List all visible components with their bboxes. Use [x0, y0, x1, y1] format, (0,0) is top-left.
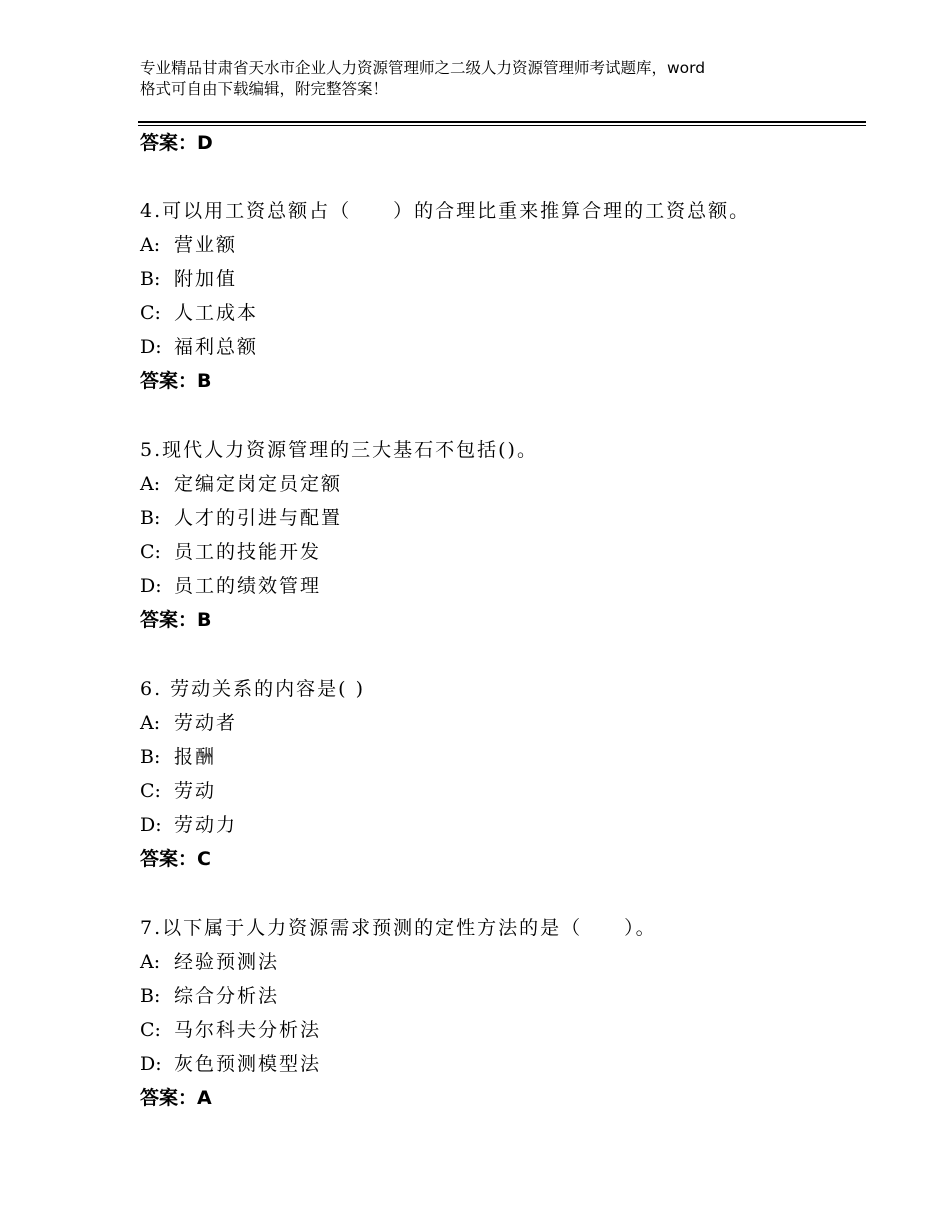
option-letter: D:: [140, 336, 162, 358]
option-b: [140, 506, 880, 530]
option-a: [140, 950, 880, 974]
option-a: [140, 472, 880, 496]
option-a: [140, 711, 880, 735]
option-letter: B:: [140, 507, 161, 529]
option-b: [140, 267, 880, 291]
previous-answer: 答案：D: [140, 132, 213, 154]
option-letter: A:: [140, 473, 161, 495]
question-7: [140, 916, 880, 1110]
option-letter: B:: [140, 746, 161, 768]
option-c: [140, 540, 880, 564]
option-letter: A:: [140, 234, 161, 256]
option-letter: B:: [140, 985, 161, 1007]
option-a: [140, 233, 880, 257]
question-6: [140, 677, 880, 871]
option-text: 劳动者: [174, 712, 238, 734]
header-line-1: 专业精品甘肃省天水市企业人力资源管理师之二级人力资源管理师考试题库，word: [140, 59, 706, 77]
option-text: 定编定岗定员定额: [174, 473, 343, 495]
option-c: [140, 1018, 880, 1042]
option-text: 综合分析法: [174, 985, 280, 1007]
option-b: [140, 984, 880, 1008]
option-letter: C:: [140, 302, 161, 324]
option-d: [140, 574, 880, 598]
option-letter: D:: [140, 814, 162, 836]
option-text: 员工的技能开发: [174, 541, 322, 563]
option-c: [140, 779, 880, 803]
question-stem: 6. 劳动关系的内容是( ): [140, 678, 366, 700]
option-c: [140, 301, 880, 325]
option-letter: C:: [140, 541, 161, 563]
option-text: 报酬: [174, 746, 217, 768]
question-answer: 答案：B: [140, 609, 212, 631]
question-answer: 答案：B: [140, 370, 212, 392]
option-text: 营业额: [174, 234, 238, 256]
option-text: 附加值: [174, 268, 238, 290]
header-rule-thick: [138, 121, 866, 123]
option-letter: C:: [140, 1019, 161, 1041]
option-text: 人工成本: [174, 302, 259, 324]
header-line-2: 格式可自由下载编辑，附完整答案！: [140, 80, 389, 98]
option-d: [140, 813, 880, 837]
option-text: 劳动: [174, 780, 217, 802]
question-5: [140, 438, 880, 632]
option-text: 福利总额: [174, 336, 259, 358]
option-b: [140, 745, 880, 769]
option-d: [140, 335, 880, 359]
option-text: 经验预测法: [174, 951, 280, 973]
option-text: 灰色预测模型法: [174, 1053, 322, 1075]
option-d: [140, 1052, 880, 1076]
question-4: [140, 199, 880, 393]
option-letter: D:: [140, 575, 162, 597]
question-stem: 5.现代人力资源管理的三大基石不包括()。: [140, 439, 538, 461]
question-answer: 答案：C: [140, 848, 211, 870]
option-letter: A:: [140, 712, 161, 734]
option-letter: D:: [140, 1053, 162, 1075]
option-text: 马尔科夫分析法: [174, 1019, 322, 1041]
option-text: 劳动力: [174, 814, 238, 836]
option-letter: C:: [140, 780, 161, 802]
option-letter: A:: [140, 951, 161, 973]
option-letter: B:: [140, 268, 161, 290]
header-rule-thin: [138, 125, 866, 126]
option-text: 人才的引进与配置: [174, 507, 343, 529]
question-stem: 7.以下属于人力资源需求预测的定性方法的是（ ）。: [140, 917, 657, 939]
option-text: 员工的绩效管理: [174, 575, 322, 597]
question-stem: 4.可以用工资总额占（ ）的合理比重来推算合理的工资总额。: [140, 200, 751, 222]
document-header: [140, 58, 830, 100]
question-answer: 答案：A: [140, 1087, 212, 1109]
